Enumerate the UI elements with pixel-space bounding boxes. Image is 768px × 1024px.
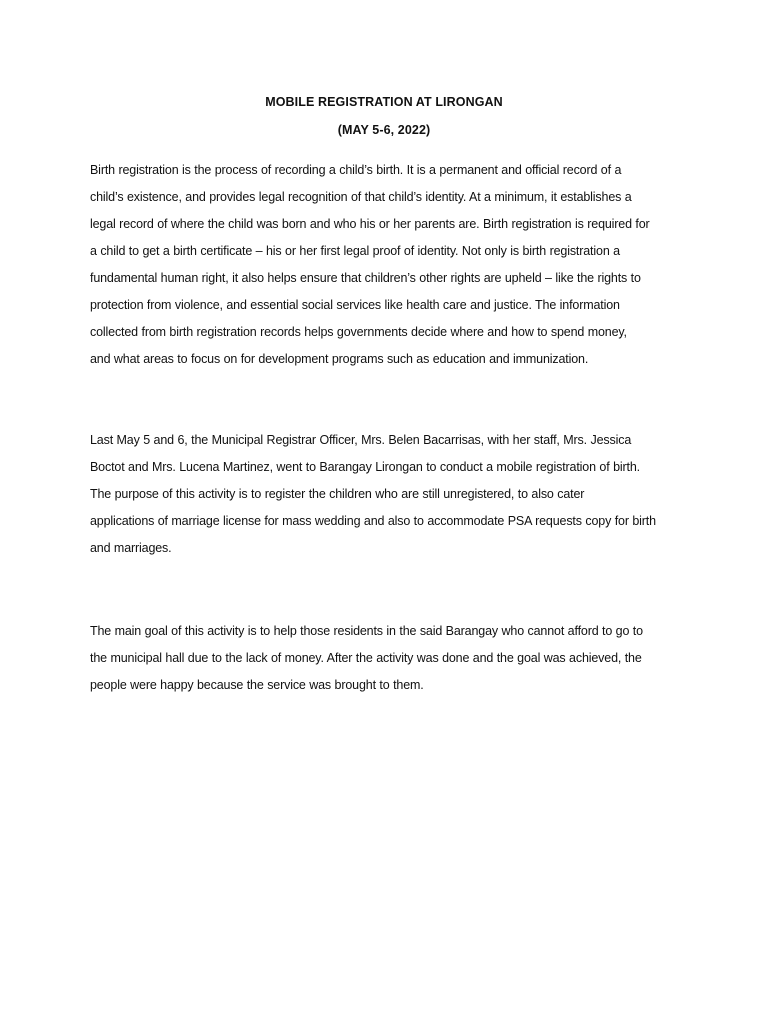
paragraph-line: fundamental human right, it also helps ensure that children’s other rights are upheld – like the rights to (90, 271, 641, 285)
paragraph-line: legal record of where the child was born and who his or her parents are. Birth registration is required for (90, 217, 650, 231)
paragraph-main-goal (90, 618, 690, 699)
paragraph-line: and marriages. (90, 541, 172, 555)
paragraph-line: the municipal hall due to the lack of money. After the activity was done and the goal was achieved, the (90, 651, 642, 665)
paragraph-line: a child to get a birth certificate – his or her first legal proof of identity. Not only is birth registration a (90, 244, 620, 258)
paragraph-line: collected from birth registration records helps governments decide where and how to spend money, (90, 325, 627, 339)
document-date: (MAY 5-6, 2022) (337, 123, 431, 137)
paragraph-line: Last May 5 and 6, the Municipal Registrar Officer, Mrs. Belen Bacarrisas, with her staff, Mrs. Jessica (90, 433, 632, 447)
paragraph-line: applications of marriage license for mass wedding and also to accommodate PSA requests copy for birth (90, 514, 656, 528)
paragraph-line: Birth registration is the process of recording a child’s birth. It is a permanent and official record of a (90, 163, 622, 177)
paragraph-line: people were happy because the service was brought to them. (90, 678, 424, 692)
paragraph-birth-registration (90, 157, 690, 373)
paragraph-line: The purpose of this activity is to register the children who are still unregistered, to also cater (90, 487, 585, 501)
paragraph-line: child’s existence, and provides legal recognition of that child’s identity. At a minimum, it establishes a (90, 190, 632, 204)
document-title: MOBILE REGISTRATION AT LIRONGAN (265, 95, 503, 109)
paragraph-mobile-registration-activity (90, 427, 690, 562)
paragraph-line: The main goal of this activity is to help those residents in the said Barangay who cannot afford to go to (90, 624, 643, 638)
paragraph-line: Boctot and Mrs. Lucena Martinez, went to Barangay Lirongan to conduct a mobile registration of birth. (90, 460, 640, 474)
paragraph-line: protection from violence, and essential social services like health care and justice. The information (90, 298, 620, 312)
paragraph-line: and what areas to focus on for development programs such as education and immunization. (90, 352, 589, 366)
